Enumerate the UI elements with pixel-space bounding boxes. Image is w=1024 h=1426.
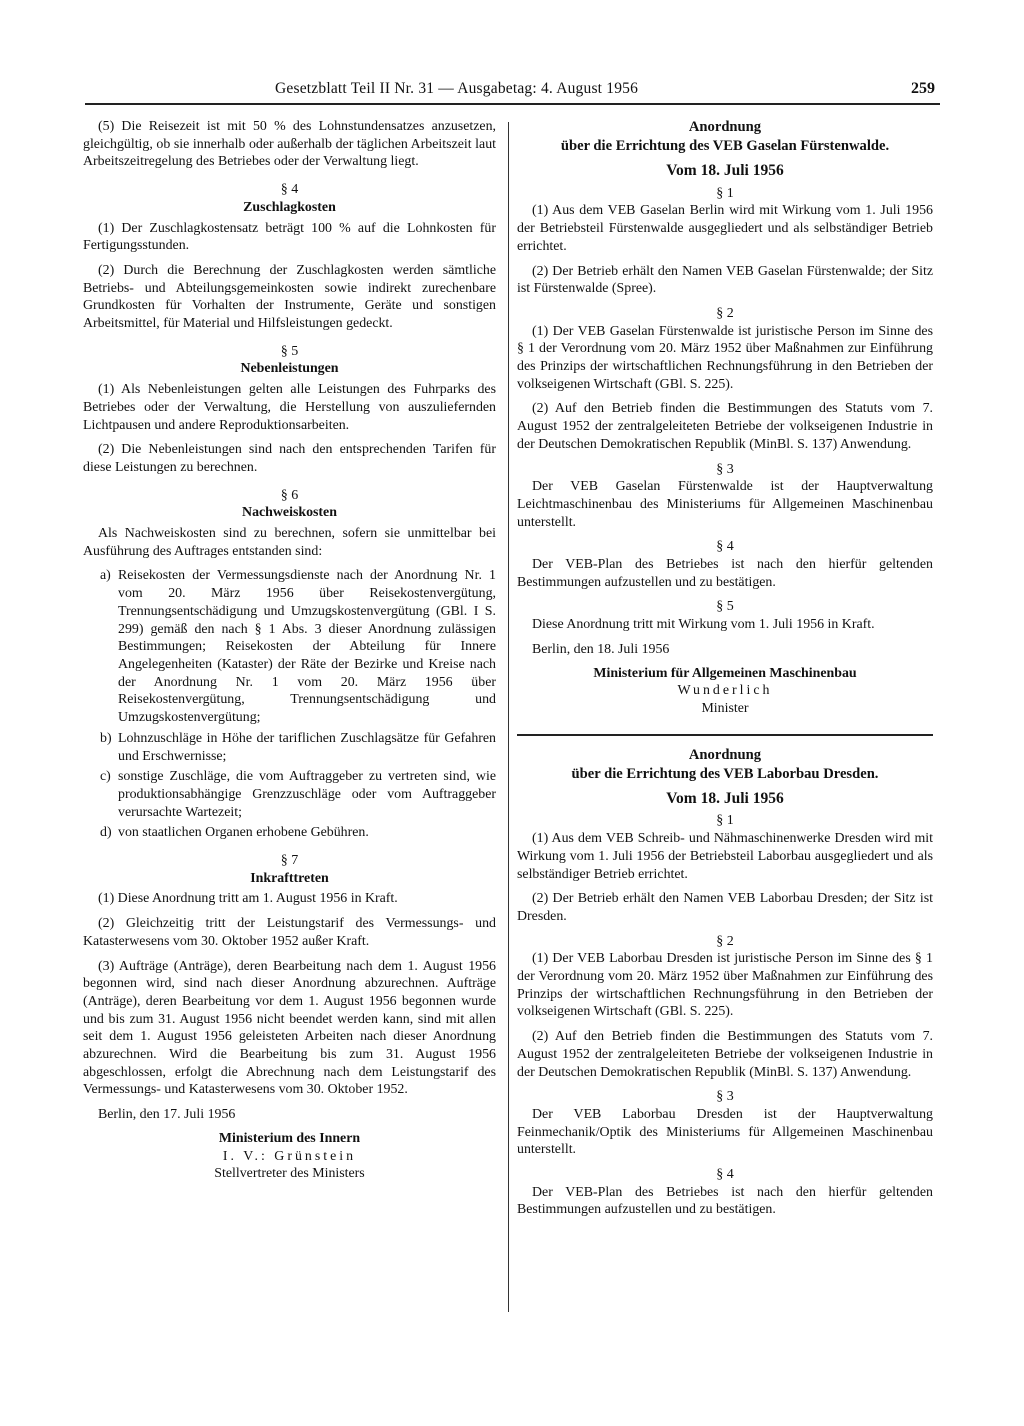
place-date: Berlin, den 17. Juli 1956 (98, 1107, 236, 1123)
place-date: Berlin, den 18. Juli 1956 (532, 641, 670, 657)
paragraph: (1) Der VEB Laborbau Dresden ist juristische Person im Sinne des § 1 der Verordnung vom 20. März 1952 über Maßnahmen zur Einführung des Prinzips der wirtschaftlichen Rechnungsführung in den Betrieben der volkseigenen Wirtschaft (GBl. S. 225). (517, 951, 933, 1020)
section-number: § 6 (280, 487, 299, 503)
list-item-label: c) (100, 769, 111, 785)
paragraph: (1) Der VEB Gaselan Fürstenwalde ist juristische Person im Sinne des § 1 der Verordnung vom 20. März 1952 über Maßnahmen zur Einführung des Prinzips der wirtschaftlichen Rechnungsführung in den Betrieben der volkseigenen Wirtschaft (GBl. S. 225). (517, 323, 933, 392)
section-number: § 3 (716, 1089, 734, 1105)
section-title: Zuschlagkosten (243, 199, 336, 215)
paragraph: Als Nachweiskosten sind zu berechnen, sofern sie unmittelbar bei Ausführung des Auftrages entstanden sind: (83, 526, 496, 559)
section-number: § 2 (716, 305, 734, 321)
cost-items-list (83, 567, 496, 842)
section-number: § 5 (716, 599, 734, 615)
paragraph: (2) Die Nebenleistungen sind nach den entsprechenden Tarifen für diese Leistungen zu berechnen. (83, 442, 496, 475)
paragraph: Der VEB Gaselan Fürstenwalde ist der Hauptverwaltung Leichtmaschinenbau des Ministeriums für Allgemeinen Maschinenbau unterstellt. (517, 479, 933, 530)
ordinance-date: Vom 18. Juli 1956 (666, 162, 784, 179)
section-number: § 7 (280, 853, 299, 869)
header-rule (85, 103, 940, 105)
paragraph: Der VEB-Plan des Betriebes ist nach den hierfür geltenden Bestimmungen aufzustellen und zu bestätigen. (517, 1184, 933, 1218)
paragraph: (2) Der Betrieb erhält den Namen VEB Gaselan Fürstenwalde; der Sitz ist Fürstenwalde (Spree). (517, 263, 933, 297)
list-item-label: a) (100, 568, 111, 584)
list-item (83, 768, 496, 821)
list-item-text: Lohnzuschläge in Höhe der tariflichen Zuschlagsätze für Gefahren und Erschwernisse; (118, 730, 496, 764)
list-item-label: d) (100, 825, 112, 841)
section-number: § 2 (716, 933, 734, 949)
paragraph: (2) Auf den Betrieb finden die Bestimmungen des Statuts vom 7. August 1952 der zentralgeleiteten Betriebe der volkseigenen Industrie in der Deutschen Demokratischen Republik (MinBl. S. 137) Anwendung. (517, 401, 933, 452)
right-column (517, 118, 933, 1226)
list-item-text: Reisekosten der Vermessungsdienste nach der Anordnung Nr. 1 vom 20. März 1956 über Reisekostenvergütung, Trennungsentschädigung und Umzugskostenvergütung (GBl. I S. 299) gemäß den nach § 1 Abs. 3 dieser Anordnung zulässigen Bestimmungen; Reisekosten der Abteilung für Innere Angelegenheiten (Kataster) der Räte der Bezirke und Kreise nach der Anordnung Nr. 1 vom 20. März 1956 über Reisekostenvergütung, Trennungsentschädigung und Umzugskostenvergütung; (118, 568, 496, 726)
paragraph: (1) Diese Anordnung tritt am 1. August 1956 in Kraft. (98, 891, 398, 907)
paragraph: (1) Der Zuschlagkostensatz beträgt 100 % auf die Lohnkosten für Fertigungsstunden. (83, 220, 496, 254)
section-title: Inkrafttreten (250, 870, 329, 886)
list-item (83, 824, 496, 842)
list-item-label: b) (100, 730, 112, 746)
ordinance-subject: über die Errichtung des VEB Gaselan Fürstenwalde. (560, 138, 890, 154)
section-number: § 4 (716, 1167, 734, 1183)
paragraph-travel-time: (5) Die Reisezeit ist mit 50 % des Lohnstundensatzes anzusetzen, gleichgültig, ob sie innerhalb oder außerhalb der täglichen Arbeitszeit laut Arbeitszeitregelung des Betriebes oder der Verwaltung liegt. (83, 119, 496, 170)
ordinance-heading: Anordnung (688, 746, 762, 763)
ordinance-date: Vom 18. Juli 1956 (666, 789, 784, 807)
section-title: Nebenleistungen (240, 361, 339, 377)
section-number: § 1 (716, 185, 734, 201)
paragraph: (1) Aus dem VEB Gaselan Berlin wird mit Wirkung vom 1. Juli 1956 der Betriebsteil Fürstenwalde ausgegliedert und als selbständiger Betrieb errichtet. (517, 203, 933, 254)
signature-organization: Ministerium des Innern (218, 1130, 361, 1146)
section-number: § 1 (716, 813, 734, 829)
page-number: 259 (911, 80, 935, 97)
paragraph: (2) Der Betrieb erhält den Namen VEB Laborbau Dresden; der Sitz ist Dresden. (517, 891, 933, 924)
ordinance-separator (517, 734, 933, 736)
list-item-text: sonstige Zuschläge, die vom Auftraggeber zu vertreten sind, wie produktionsabhängige Grenzzuschläge oder vom Auftraggeber verursachte Wartezeit; (118, 769, 496, 820)
signature-block (83, 1130, 496, 1183)
section-number: § 4 (716, 539, 734, 555)
signature-name: I. V.: Grünstein (222, 1148, 357, 1164)
list-item (83, 730, 496, 765)
ordinance-heading: Anordnung (688, 119, 762, 135)
section-number: § 4 (280, 182, 299, 198)
ordinance-subject: über die Errichtung des VEB Laborbau Dresden. (571, 765, 879, 782)
signature-organization: Ministerium für Allgemeinen Maschinenbau (593, 665, 857, 681)
left-column (83, 118, 496, 1183)
section-title: Nachweiskosten (242, 505, 337, 521)
section-number: § 5 (280, 343, 299, 359)
signature-role: Minister (701, 700, 749, 716)
paragraph: (2) Gleichzeitig tritt der Leistungstarif des Vermessungs- und Katasterwesens vom 30. Oktober 1952 außer Kraft. (83, 916, 496, 949)
signature-block (517, 665, 933, 718)
list-item (83, 567, 496, 726)
paragraph: Diese Anordnung tritt mit Wirkung vom 1. Juli 1956 in Kraft. (532, 617, 875, 633)
paragraph: Der VEB Laborbau Dresden ist der Hauptverwaltung Feinmechanik/Optik des Ministeriums für Allgemeinen Maschinenbau unterstellt. (517, 1106, 933, 1158)
paragraph: (2) Auf den Betrieb finden die Bestimmungen des Statuts vom 7. August 1952 der zentralgeleiteten Betriebe der volkseigenen Industrie in der Deutschen Demokratischen Republik (MinBl. S. 137) Anwendung. (517, 1029, 933, 1080)
paragraph: Der VEB-Plan des Betriebes ist nach den hierfür geltenden Bestimmungen aufzustellen und zu bestätigen. (517, 557, 933, 590)
section-number: § 3 (716, 461, 734, 477)
paragraph: (3) Aufträge (Anträge), deren Bearbeitung nach dem 1. August 1956 begonnen wird, sind nach dieser Anordnung abzurechnen. Aufträge (Anträge), deren Bearbeitung vor dem 1. August 1956 begonnen wurde und bis zum 31. August 1956 nicht beendet werden kann, sind mit allen seit dem 1. August 1956 geleisteten Arbeiten nach dieser Anordnung abzurechnen. Wird die Bearbeitung bis zum 31. August 1956 abgeschlossen, erfolgt die Abrechnung nach dem Leistungstarif des Vermessungs- und Katasterwesens vom 30. Oktober 1952. (83, 958, 496, 1098)
column-divider (508, 122, 509, 1312)
running-title: Gesetzblatt Teil II Nr. 31 — Ausgabetag: 4. August 1956 (275, 80, 639, 97)
list-item-text: von staatlichen Organen erhobene Gebühren. (118, 825, 369, 841)
paragraph: (2) Durch die Berechnung der Zuschlagkosten werden sämtliche Betriebs- und Abteilungsgemeinkosten sowie indirekt zurechenbare Grundkosten für Vorhalten der Instrumente, Geräte und sonstigen Arbeitsmittel, für Material und Hilfsleistungen gedeckt. (83, 262, 496, 332)
signature-role: Stellvertreter des Ministers (214, 1166, 365, 1182)
signature-name: Wunderlich (677, 683, 773, 699)
page-header (85, 80, 935, 104)
paragraph: (1) Als Nebenleistungen gelten alle Leistungen des Fuhrparks des Betriebes oder der Verwaltung, die Herstellung von auszuliefernden Lichtpausen und andere Reproduktionsarbeiten. (83, 382, 496, 433)
paragraph: (1) Aus dem VEB Schreib- und Nähmaschinenwerke Dresden wird mit Wirkung vom 1. Juli 1956 der Betriebsteil Laborbau ausgegliedert und als selbständiger Betrieb errichtet. (517, 831, 933, 882)
